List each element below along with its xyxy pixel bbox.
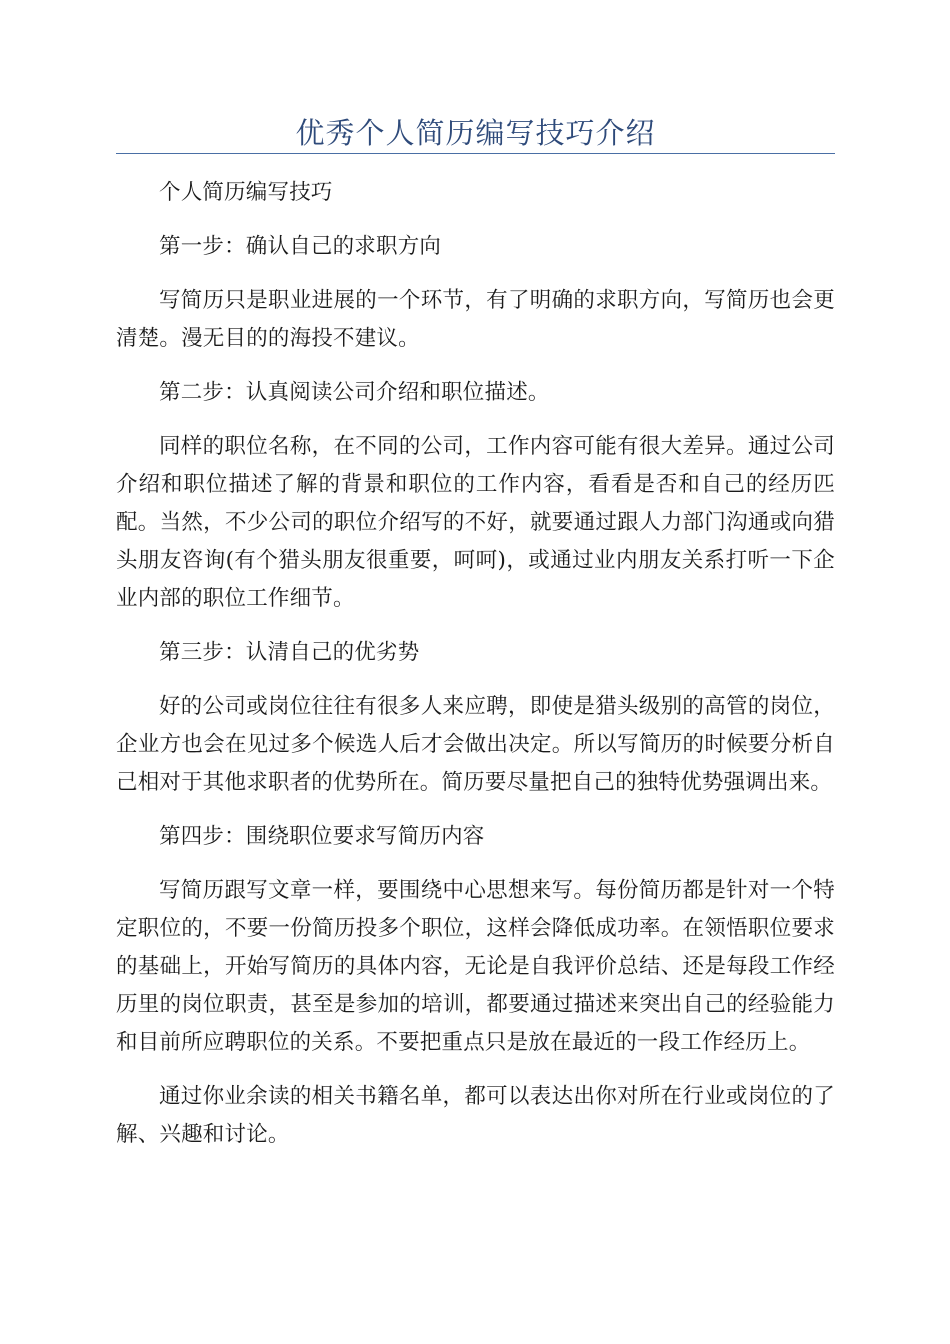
step-2-body: 同样的职位名称，在不同的公司，工作内容可能有很大差异。通过公司介绍和职位描述了解的背景和职位的工作内容，看看是否和自己的经历匹配。当然，不少公司的职位介绍写的不好，就要通过跟人力部门沟通或向猎头朋友咨询(有个猎头朋友很重要，呵呵)，或通过业内朋友关系打听一下企业内部的职位工作细节。 — [116, 434, 835, 611]
document-page — [116, 0, 835, 1170]
step-1-body: 写简历只是职业进展的一个环节，有了明确的求职方向，写简历也会更清楚。漫无目的的海投不建议。 — [116, 288, 835, 351]
step-3-heading: 第三步：认清自己的优劣势 — [159, 640, 420, 665]
step-3-body: 好的公司或岗位往往有很多人来应聘，即使是猎头级别的高管的岗位，企业方也会在见过多个候选人后才会做出决定。所以写简历的时候要分析自己相对于其他求职者的优势所在。简历要尽量把自己的独特优势强调出来。 — [116, 694, 835, 795]
document-body — [116, 174, 835, 1154]
step-4-body: 写简历跟写文章一样，要围绕中心思想来写。每份简历都是针对一个特定职位的，不要一份简历投多个职位，这样会降低成功率。在领悟职位要求的基础上，开始写简历的具体内容，无论是自我评价总结、还是每段工作经历里的岗位职责，甚至是参加的培训，都要通过描述来突出自己的经验能力和目前所应聘职位的关系。不要把重点只是放在最近的一段工作经历上。 — [116, 878, 835, 1055]
closing-paragraph: 通过你业余读的相关书籍名单，都可以表达出你对所在行业或岗位的了解、兴趣和讨论。 — [116, 1084, 835, 1147]
title-underline — [116, 153, 835, 154]
document-title: 优秀个人简历编写技巧介绍 — [295, 116, 656, 150]
step-4-heading: 第四步：围绕职位要求写简历内容 — [159, 824, 485, 849]
heading-resume-tips: 个人简历编写技巧 — [159, 180, 333, 205]
step-2-heading: 第二步：认真阅读公司介绍和职位描述。 — [159, 380, 550, 405]
step-1-heading: 第一步：确认自己的求职方向 — [159, 234, 442, 259]
